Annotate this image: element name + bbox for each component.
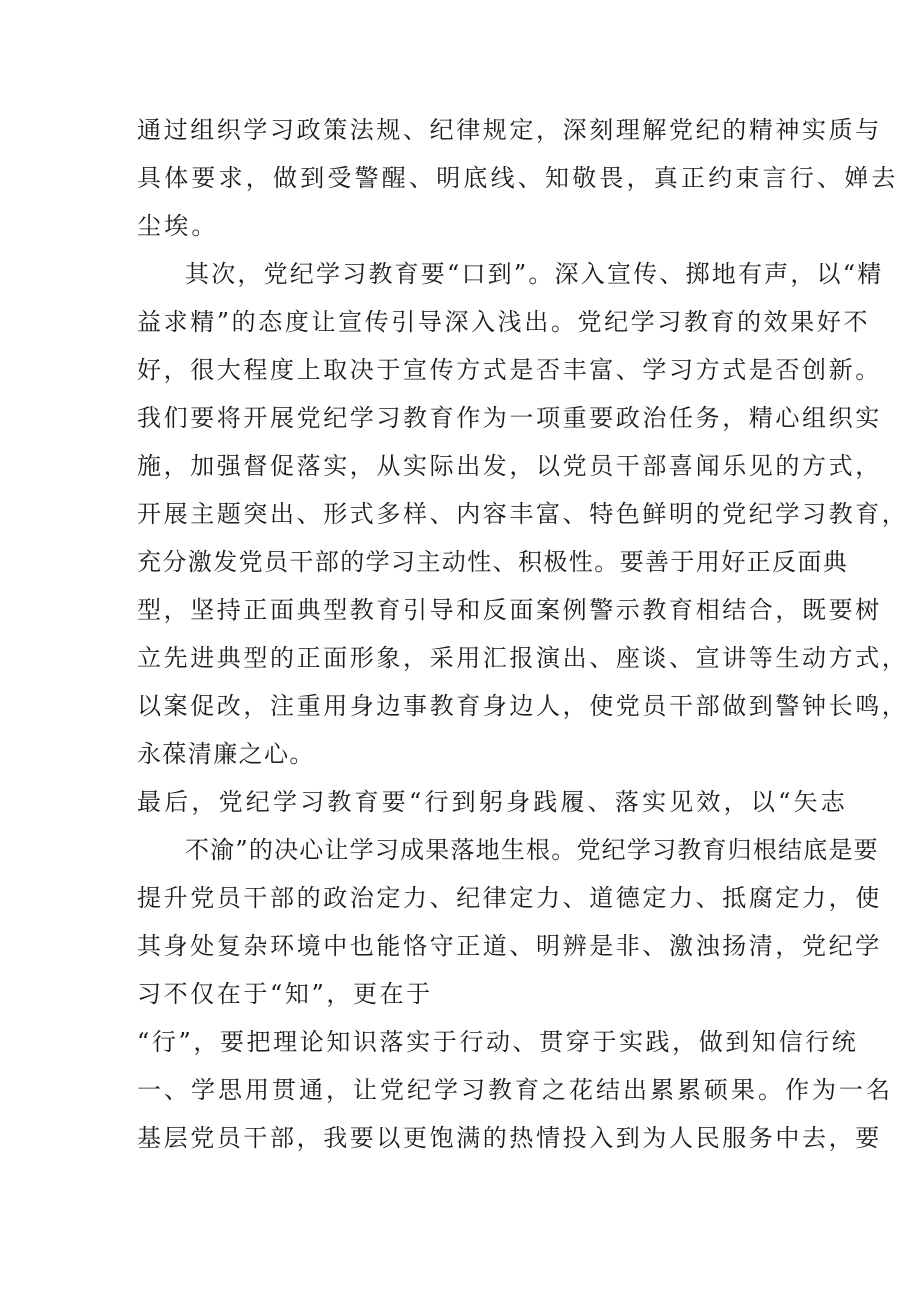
text-line: 习不仅在于“知”，更在于: [137, 980, 433, 1008]
text-line: [0, 1166, 920, 1206]
text-line: 永葆清廉之心。: [137, 740, 315, 768]
text-line: 好，很大程度上取决于宣传方式是否丰富、学习方式是否创新。: [137, 356, 882, 384]
text-line: 其次，党纪学习教育要“口到”。深入宣传、掷地有声，以“精: [185, 260, 884, 288]
text-line: 开展主题突出、形式多样、内容丰富、特色鲜明的党纪学习教育，: [137, 500, 909, 528]
text-line: 不渝”的决心让学习成果落地生根。党纪学习教育归根结底是要: [185, 836, 879, 864]
text-line: 一、学思用贯通，让党纪学习教育之花结出累累硕果。作为一名: [137, 1076, 893, 1104]
text-line: 提升党员干部的政治定力、纪律定力、道德定力、抵腐定力，使: [137, 884, 882, 912]
text-line: 最后，党纪学习教育要“行到躬身践履、落实见效，以“矢志: [137, 788, 848, 816]
text-line: 具体要求，做到受警醒、明底线、知敬畏，真正约束言行、婵去: [137, 164, 899, 192]
text-line: 基层党员干部，我要以更饱满的热情投入到为人民服务中去，要: [137, 1124, 882, 1152]
text-line: “行”，要把理论知识落实于行动、贯穿于实践，做到知信行统: [137, 1028, 859, 1056]
text-line: 立先进典型的正面形象，采用汇报演出、座谈、宣讲等生动方式，: [137, 644, 909, 672]
text-line: 其身处复杂环境中也能恪守正道、明辨是非、激浊扬清，党纪学: [137, 932, 882, 960]
text-line: 型，坚持正面典型教育引导和反面案例警示教育相结合，既要树: [137, 596, 882, 624]
text-line: 充分激发党员干部的学习主动性、积极性。要善于用好正反面典: [137, 548, 849, 576]
text-line: 尘埃。: [137, 212, 219, 240]
text-line: 益求精”的态度让宣传引导深入浅出。党纪学习教育的效果好不: [137, 308, 871, 336]
text-line: 通过组织学习政策法规、纪律规定，深刻理解党纪的精神实质与: [137, 116, 882, 144]
text-line: 以案促改，注重用身边事教育身边人，使党员干部做到警钟长鸣，: [137, 692, 909, 720]
text-line: 我们要将开展党纪学习教育作为一项重要政治任务，精心组织实: [137, 404, 882, 432]
text-line: 施，加强督促落实，从实际出发，以党员干部喜闻乐见的方式，: [137, 452, 882, 480]
